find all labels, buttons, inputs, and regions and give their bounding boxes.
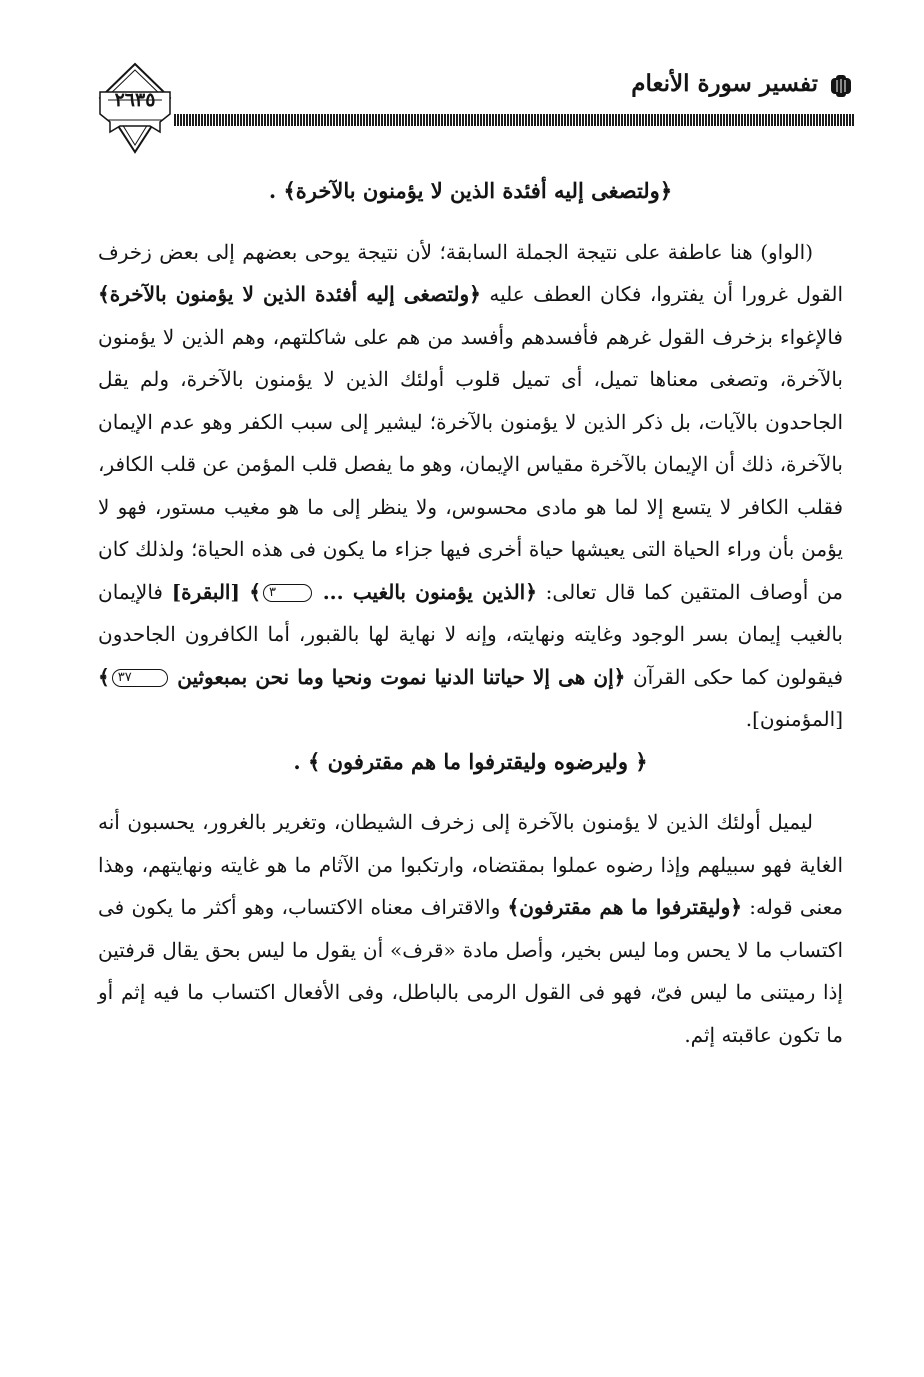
paragraph-text: ليميل أولئك الذين لا يؤمنون بالآخرة إلى زخرف الشيطان، وتغرير بالغرور، يحسبون أنه الغاية فهو سبيلهم وإذا رضوه عملوا بمقتضاه، وارتكبوا من الآثام ما هو غايته ونهايتهم، وهذا معنى قوله: [98, 810, 843, 919]
quran-quote: ﴿ولتصغى إليه أفئدة الذين لا يؤمنون بالآخرة﴾ [98, 282, 481, 306]
header-rule [174, 114, 854, 126]
verse-number-badge: ٣ [263, 584, 312, 602]
paragraph-text: فالإغواء بزخرف القول غرهم فأفسدهم وأفسد من هم على شاكلتهم، وهم الذين لا يؤمنون بالآخرة، وتصغى معناها تميل، أى تميل قلوب أولئك الذين لا يؤمنون بالآخرة، ولم يقل الجاحدون بالآيات، بل ذكر الذين لا يؤمنون بالآخرة؛ ليشير إلى سبب الكفر وهو عدم الإيمان بالآخرة، ذلك أن الإيمان بالآخرة مقياس الإيمان، وهو ما يفصل قلب المؤمن عن قلب الكافر، فقلب الكافر لا يتسع إلا لما هو مادى محسوس، ولا ينظر إلى ما هو مغيب مستور، فهو لا يؤمن بأن وراء الحياة التى يعيشها حياة أخرى فيها جزاء ما يكون فى هذه الحياة؛ ولذلك كان من أوصاف المتقين كما قال تعالى: [98, 324, 844, 604]
paragraph-text: (الواو) هنا عاطفة على نتيجة الجملة السابقة؛ لأن نتيجة يوحى بعضهم إلى بعض زخرف القول غرورا أن يفتروا، فكان العطف عليه [98, 239, 844, 306]
quran-quote-close: ﴾ [98, 664, 110, 689]
commentary-paragraph [98, 801, 843, 1056]
quran-quote: ﴿إن هى إلا حياتنا الدنيا نموت ونحيا وما نحن بمبعوثين [177, 664, 626, 689]
ornament-icon [828, 74, 854, 98]
page-number: ٢٦٣٥ [114, 89, 156, 111]
quran-quote: ﴿الذين يؤمنون بالغيب ... [322, 579, 537, 604]
page-header [84, 62, 854, 162]
quran-quote: ﴿وليقترفوا ما هم مقترفون﴾ [507, 895, 743, 919]
paragraph-text: والاقتراف معناه الاكتساب، وهو أكثر ما يكون فى اكتساب ما لا يحس وما ليس بخير، وأصل مادة «قرف» أن يقول ما ليس بحق يقال قرفتين إذا رميتنى ما ليس فىّ، فهو فى القول الرمى بالباطل، وفى الأفعال اكتساب ما فيه إثم أو ما تكون عاقبته إثم. [98, 895, 843, 1047]
running-title: تفسير سورة الأنعام [631, 70, 818, 97]
verse-number-badge: ٣٧ [112, 669, 168, 687]
page-number-badge [98, 62, 172, 152]
page-body [98, 170, 843, 1056]
commentary-paragraph [98, 231, 843, 741]
surah-reference: [المؤمنون]. [745, 707, 843, 731]
paragraph-text: فالإيمان بالغيب إيمان بسر الوجود وغايته ونهايته، وإنه لا نهاية لها بالقبور، أما الكافرون الجاحدون فيقولون كما حكى القرآن [98, 579, 844, 689]
verse-heading: ﴿ وليرضوه وليقترفوا ما هم مقترفون ﴾ . [293, 748, 648, 774]
surah-reference: ﴾ [البقرة] [171, 579, 261, 604]
verse-heading: ﴿ولتصغى إليه أفئدة الذين لا يؤمنون بالآخرة﴾ . [268, 178, 673, 203]
